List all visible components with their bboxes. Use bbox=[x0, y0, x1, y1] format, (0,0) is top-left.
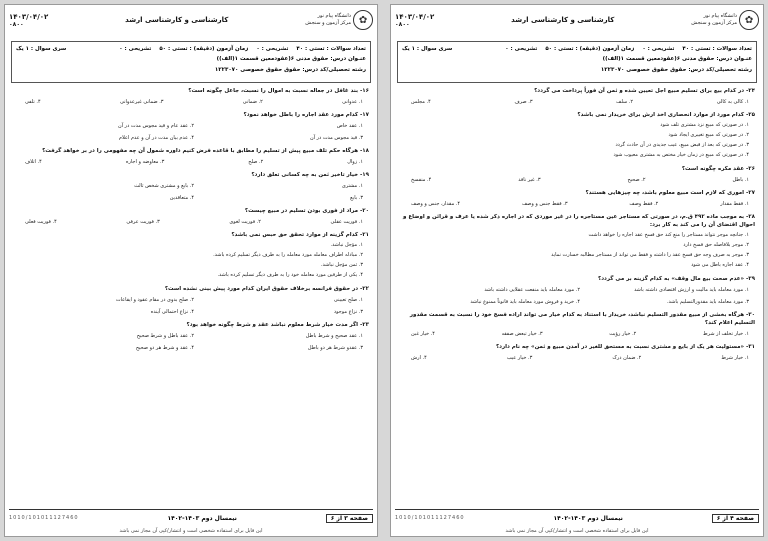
answer-option[interactable]: ۴. ارش bbox=[411, 355, 427, 361]
options-row bbox=[401, 327, 755, 337]
exam-code: ۱۴۰۳/۰۴/۰۲ ۰۸۰۰ bbox=[395, 12, 435, 28]
answer-option[interactable]: ۲. ضمانی bbox=[242, 99, 263, 105]
question-number: ۲۳ bbox=[362, 322, 369, 328]
answer-option[interactable]: ۱. جنانچه موجر نتواند مستاجر را منع کند حق فسخ عقد اجاره را خواهد داشت bbox=[588, 232, 749, 238]
options-grid bbox=[15, 119, 369, 141]
answer-option[interactable]: ۴. یکی از طرفین مورد معامله خود را به طرف دیگر تسلیم کرده باشد. bbox=[217, 272, 363, 278]
answer-option[interactable]: ۱. صلح تعیینی bbox=[333, 297, 363, 303]
answer-option[interactable]: ۲. در صورتی که مبیع تغییری ایجاد شود bbox=[668, 132, 749, 138]
question-text: ۲۹- «عدم صحت بیع مال وقف» به کدام گزینه بر می گردد؟ bbox=[598, 276, 755, 282]
question-item bbox=[401, 311, 755, 337]
question-text: ۲۱- کدام گزینه از موارد تحقق حق حبس نمی باشد؟ bbox=[231, 232, 369, 238]
question-item bbox=[401, 189, 755, 207]
page-number: صفحه ۴ از ۶ bbox=[712, 514, 759, 523]
question-number: ۱۹ bbox=[362, 172, 369, 178]
answer-option[interactable]: ۲. بایع و مشتری شخص ثالث bbox=[134, 183, 194, 189]
answer-option[interactable]: ۲. مورد معامله باید منفعت عقلایی داشته باشد bbox=[484, 287, 580, 293]
question-number: ۲۵ bbox=[748, 112, 755, 118]
answer-option[interactable]: ۳. ثمن مؤجل نباشد. bbox=[320, 262, 363, 268]
copyright-note: این فایل برای استفاده شخصی است و انتشار/کپی آن مجاز نمی باشد bbox=[505, 528, 649, 534]
answer-option[interactable]: ۴. نزاع احتمالی آینده bbox=[150, 309, 194, 315]
options-row bbox=[401, 351, 755, 361]
answer-option[interactable]: ۲. صحیح bbox=[627, 177, 646, 183]
answer-option[interactable]: ۱. زوال bbox=[347, 159, 363, 165]
answer-option[interactable]: ۴. اتلاف bbox=[25, 159, 42, 165]
answer-option[interactable]: ۱. مورد معامله باید مالیت و ارزش اقتصادی داشته باشد bbox=[634, 287, 749, 293]
answer-option[interactable]: ۲. عقد عام و قید مجوس مدت در آن bbox=[118, 123, 194, 129]
course-title: عنـوان درس: حقوق مدنی ۶(عقودمعین قسمت ۱(الف)) bbox=[216, 56, 366, 62]
answer-option[interactable]: ۱. فقط مقدار bbox=[720, 201, 749, 207]
answer-option[interactable]: ۴. خیار غبن bbox=[411, 331, 435, 337]
options-grid bbox=[15, 329, 369, 351]
question-item bbox=[15, 321, 369, 351]
question-number: ۲۲ bbox=[362, 286, 369, 292]
question-item bbox=[15, 111, 369, 141]
answer-option[interactable]: ۲. عقد باطل و شرط صحیح bbox=[136, 333, 194, 339]
answer-option[interactable]: ۴. فوریت فعلی bbox=[25, 219, 57, 225]
page-header bbox=[395, 7, 759, 33]
answer-option[interactable]: ۱. مؤجل نباشد. bbox=[330, 242, 363, 248]
page-number: صفحه ۳ از ۶ bbox=[326, 514, 373, 523]
answer-option[interactable]: ۱. باطل bbox=[732, 177, 749, 183]
question-item bbox=[15, 147, 369, 165]
options-row bbox=[15, 215, 369, 225]
options-grid bbox=[15, 179, 369, 201]
answer-option[interactable]: ۲. صلح bbox=[248, 159, 264, 165]
answer-option[interactable]: ۴. منفسخ bbox=[411, 177, 432, 183]
question-text: ۲۲- در حقوق فرانسه برخلاف حقوق ایران کدام مورد پیش بینی نشده است؟ bbox=[164, 286, 369, 292]
question-text: ۳۰- هرگاه بخشی از مبیع مقدور التسلیم نباشد، خریدار با استناد به کدام خیار می تواند اراده فسخ خود را نسبت به قسمت مقدور التسلیم اعلام کند؟ bbox=[409, 312, 755, 326]
exam-info-box bbox=[397, 41, 757, 83]
barcode-text: 1010/101011127460 bbox=[9, 515, 79, 521]
page-header bbox=[9, 7, 373, 33]
answer-option[interactable]: ۳. عقدو شرط هر دو باطل bbox=[307, 345, 363, 351]
question-number: ۳۱ bbox=[748, 344, 755, 350]
series-label: سری سوال : ۱ یک bbox=[402, 46, 453, 52]
exam-code: ۱۴۰۳/۰۴/۰۲ ۰۸۰۰ bbox=[9, 12, 49, 28]
question-number: ۲۴ bbox=[748, 88, 755, 94]
answer-option[interactable]: ۳. قید مجوس مدت در آن bbox=[309, 135, 363, 141]
question-item bbox=[401, 275, 755, 305]
question-text: ۱۷- کدام مورد عقد اجاره را باطل خواهد نمود؟ bbox=[243, 112, 369, 118]
university-brand bbox=[305, 10, 373, 30]
answer-option[interactable]: ۴. عقد و شرط هر دو صحیح bbox=[135, 345, 194, 351]
answer-option[interactable]: ۴. مقدار، جنس و وصف bbox=[411, 201, 461, 207]
options-grid bbox=[15, 293, 369, 315]
field-code: رشته تحصیلی/کد درس: حقوق حقوق خصوصی ۱۲۲۳۰۷۰ bbox=[600, 67, 752, 73]
answer-option[interactable]: ۲. ضمان درک bbox=[612, 355, 642, 361]
page-footer bbox=[9, 509, 373, 524]
answer-option[interactable]: ۱. کالی به کالی bbox=[716, 99, 749, 105]
options-grid bbox=[401, 283, 755, 305]
question-item bbox=[401, 111, 755, 159]
question-item bbox=[15, 285, 369, 315]
question-number: ۱۸ bbox=[362, 148, 369, 154]
answer-option[interactable]: ۱. عدوانی bbox=[342, 99, 363, 105]
answer-option[interactable]: ۳. فوریت عرفی bbox=[126, 219, 160, 225]
question-text: ۲۵- کدام مورد از موارد انحصاری اخذ ارش برای خریدار نمی باشد؟ bbox=[577, 112, 755, 118]
question-text: ۲۷- اموری که لازم است مبیع معلوم باشد، چه چیزهایی هستند؟ bbox=[585, 190, 755, 196]
question-number: ۲۷ bbox=[748, 190, 755, 196]
university-logo-icon: ✿ bbox=[739, 10, 759, 30]
question-text: ۱۹- خیار تاخیر ثمن به چه کسانی تعلق دارد؟ bbox=[251, 172, 369, 178]
answer-option[interactable]: ۴. متعاقدین bbox=[169, 195, 194, 201]
question-number: ۲۰ bbox=[362, 208, 369, 214]
question-count-row: تعداد سوالات : تستی : ۴۰ تشریحی : ۰ زمان آزمون (دقیقه) : تستی : ۵۰ تشریحی : ۰ bbox=[505, 46, 752, 52]
question-text: ۲۰- مراد از فوری بودن تسلیم در مبیع چیست؟ bbox=[244, 208, 369, 214]
question-number: ۲۶ bbox=[748, 166, 755, 172]
answer-option[interactable]: ۲. موجر بلافاصله حق فسخ دارد bbox=[683, 242, 749, 248]
answer-option[interactable]: ۳. در صورتی که بعد از قبض مبیع، عیب جدیدی در آن حادث گردد bbox=[615, 142, 749, 148]
question-item bbox=[15, 171, 369, 201]
answer-option[interactable]: ۳. غیر نافذ bbox=[518, 177, 541, 183]
answer-option[interactable]: ۱. خیار شرط bbox=[721, 355, 749, 361]
question-list bbox=[15, 87, 369, 357]
barcode-text: 1010/101011127460 bbox=[395, 515, 465, 521]
question-number: ۳۰ bbox=[748, 312, 755, 318]
answer-option[interactable]: ۲. فقط وصف bbox=[629, 201, 659, 207]
question-item bbox=[15, 207, 369, 225]
question-text: ۲۴- در کدام بیع برای تسلیم مبیع اجل تعیین شده و ثمن آن فوراً پرداخت می گردد؟ bbox=[534, 88, 755, 94]
answer-option[interactable]: ۱. عقد صحیح و شرط باطل bbox=[305, 333, 363, 339]
exam-page-left bbox=[4, 4, 378, 537]
options-row bbox=[15, 155, 369, 165]
answer-option[interactable]: ۳. بایع bbox=[350, 195, 363, 201]
question-item bbox=[401, 213, 755, 269]
options-row bbox=[15, 95, 369, 105]
answer-option[interactable]: ۲. مبادله اطراف معامله مورد معامله را به طرف دیگر تسلیم کرده باشد. bbox=[213, 252, 363, 258]
question-text: ۲۶- عقد مکره چگونه است؟ bbox=[681, 166, 755, 172]
answer-option[interactable]: ۱. عقد خاص bbox=[336, 123, 363, 129]
exam-term: نیمسال دوم ۱۴۰۳-۱۴۰۲ bbox=[167, 514, 237, 522]
options-row bbox=[401, 173, 755, 183]
answer-option[interactable]: ۴. در صورتی که مبیع در زمان خیار مختص به مشتری معیوب شود bbox=[613, 152, 749, 158]
answer-option[interactable]: ۳. فقط جنس و وصف bbox=[521, 201, 568, 207]
answer-option[interactable]: ۴. خرید و فروش مورد معامله باید قانوناً ممنوع نباشد bbox=[470, 299, 580, 305]
answer-option[interactable]: ۳. خیار عیب bbox=[506, 355, 533, 361]
answer-option[interactable]: ۱. در صورتی که مبیع نزد مشتری تلف شود bbox=[660, 122, 749, 128]
question-list bbox=[401, 87, 755, 367]
question-text: ۲۳- اگر مدت خیار شرط معلوم نباشد عقد و شرط چگونه خواهد بود؟ bbox=[186, 322, 369, 328]
exam-info-box bbox=[11, 41, 371, 83]
answer-option[interactable]: ۴. عقد اجاره باطل می شود bbox=[691, 262, 749, 268]
answer-option[interactable]: ۲. صلح بدوی در مقام عقود و ایقاعات bbox=[115, 297, 194, 303]
question-text: ۱۶- بند غافل در جعاله نسبت به اموال را نسبت، جاعل چگونه است؟ bbox=[188, 88, 369, 94]
answer-option[interactable]: ۳. مورد معامله باید مقدورالتسلیم باشد. bbox=[666, 299, 749, 305]
question-item bbox=[15, 87, 369, 105]
university-text: دانشگاه پیام نور مرکز آزمون و سنجش bbox=[305, 13, 351, 26]
series-label: سری سوال : ۱ یک bbox=[16, 46, 67, 52]
exam-page-right bbox=[390, 4, 764, 537]
exam-term: نیمسال دوم ۱۴۰۳-۱۴۰۲ bbox=[553, 514, 623, 522]
question-item bbox=[401, 165, 755, 183]
question-number: ۲۹ bbox=[748, 276, 755, 282]
course-title: عنـوان درس: حقوق مدنی ۶(عقودمعین قسمت ۱(الف)) bbox=[602, 56, 752, 62]
field-code: رشته تحصیلی/کد درس: حقوق حقوق خصوصی ۱۲۲۳۰۷۰ bbox=[214, 67, 366, 73]
options-row bbox=[401, 95, 755, 105]
question-text: ۳۱- «مستولیت هر یک از بایع و مشتری نسبت به مستحق للغیر در آمدن مبیع و ثمن» چه نام دارد؟ bbox=[495, 344, 755, 350]
university-logo-icon: ✿ bbox=[353, 10, 373, 30]
university-text: دانشگاه پیام نور مرکز آزمون و سنجش bbox=[691, 13, 737, 26]
copyright-note: این فایل برای استفاده شخصی است و انتشار/کپی آن مجاز نمی باشد bbox=[119, 528, 263, 534]
answer-option[interactable]: ۲. خیار رؤیت bbox=[609, 331, 637, 337]
answer-option[interactable]: ۴. مجلس bbox=[411, 99, 431, 105]
answer-option[interactable]: ۴. تلفی bbox=[25, 99, 41, 105]
question-item bbox=[15, 231, 369, 279]
answer-option[interactable]: ۲. سلف bbox=[616, 99, 634, 105]
question-number: ۱۷ bbox=[362, 112, 369, 118]
question-text: ۲۸- به موجب ماده ۴۹۲ ق.م، در صورتی که مستاجر عین مستاجره را در غیر موردی که در اجاره ذکر شده یا عرف و قرائن و اوضاع و احوال اقتضای آن را می کند به کار برد: bbox=[403, 214, 755, 228]
question-item bbox=[401, 343, 755, 361]
answer-option[interactable]: ۱. فوریت عقلی bbox=[330, 219, 363, 225]
answer-option[interactable]: ۳. معاوضه و اجاره bbox=[125, 159, 165, 165]
question-count-row: تعداد سوالات : تستی : ۴۰ تشریحی : ۰ زمان آزمون (دقیقه) : تستی : ۵۰ تشریحی : ۰ bbox=[119, 46, 366, 52]
answer-option[interactable]: ۴. عدم بیان مدت در آن و عدم اعلام bbox=[118, 135, 194, 141]
answer-option[interactable]: ۳. ضمانی غیرعدوانی bbox=[119, 99, 164, 105]
question-number: ۲۱ bbox=[362, 232, 369, 238]
answer-option[interactable]: ۳. خیار تبعض صفقه bbox=[501, 331, 543, 337]
question-number: ۲۸ bbox=[748, 214, 755, 220]
answer-option[interactable]: ۳. نزاع موجود bbox=[333, 309, 363, 315]
question-number: ۱۶ bbox=[362, 88, 369, 94]
university-brand bbox=[691, 10, 759, 30]
answer-option[interactable]: ۳. صرف bbox=[514, 99, 533, 105]
answer-option[interactable]: ۳. موجر به صرف وجه حق فسخ عقد را داشته و فقط می تواند از مستاجر مطالبه خسارت نماید bbox=[551, 252, 749, 258]
answer-option[interactable]: ۱. خیار تخلف از شرط bbox=[703, 331, 749, 337]
question-item bbox=[401, 87, 755, 105]
exam-title: کارشناسی و کارشناسی ارشد bbox=[511, 16, 615, 24]
page-footer bbox=[395, 509, 759, 524]
answer-option[interactable]: ۲. فوریت لغوی bbox=[229, 219, 261, 225]
answer-option[interactable]: ۱. مشتری bbox=[341, 183, 363, 189]
exam-title: کارشناسی و کارشناسی ارشد bbox=[125, 16, 229, 24]
options-row bbox=[401, 197, 755, 207]
question-text: ۱۸- هرگاه حکم تلف مبیع پیش از تسلیم را مطابق با قاعده فرض کنیم داوره شمول آن چه مفهومی را در بر خواهد گرفت؟ bbox=[42, 148, 369, 154]
